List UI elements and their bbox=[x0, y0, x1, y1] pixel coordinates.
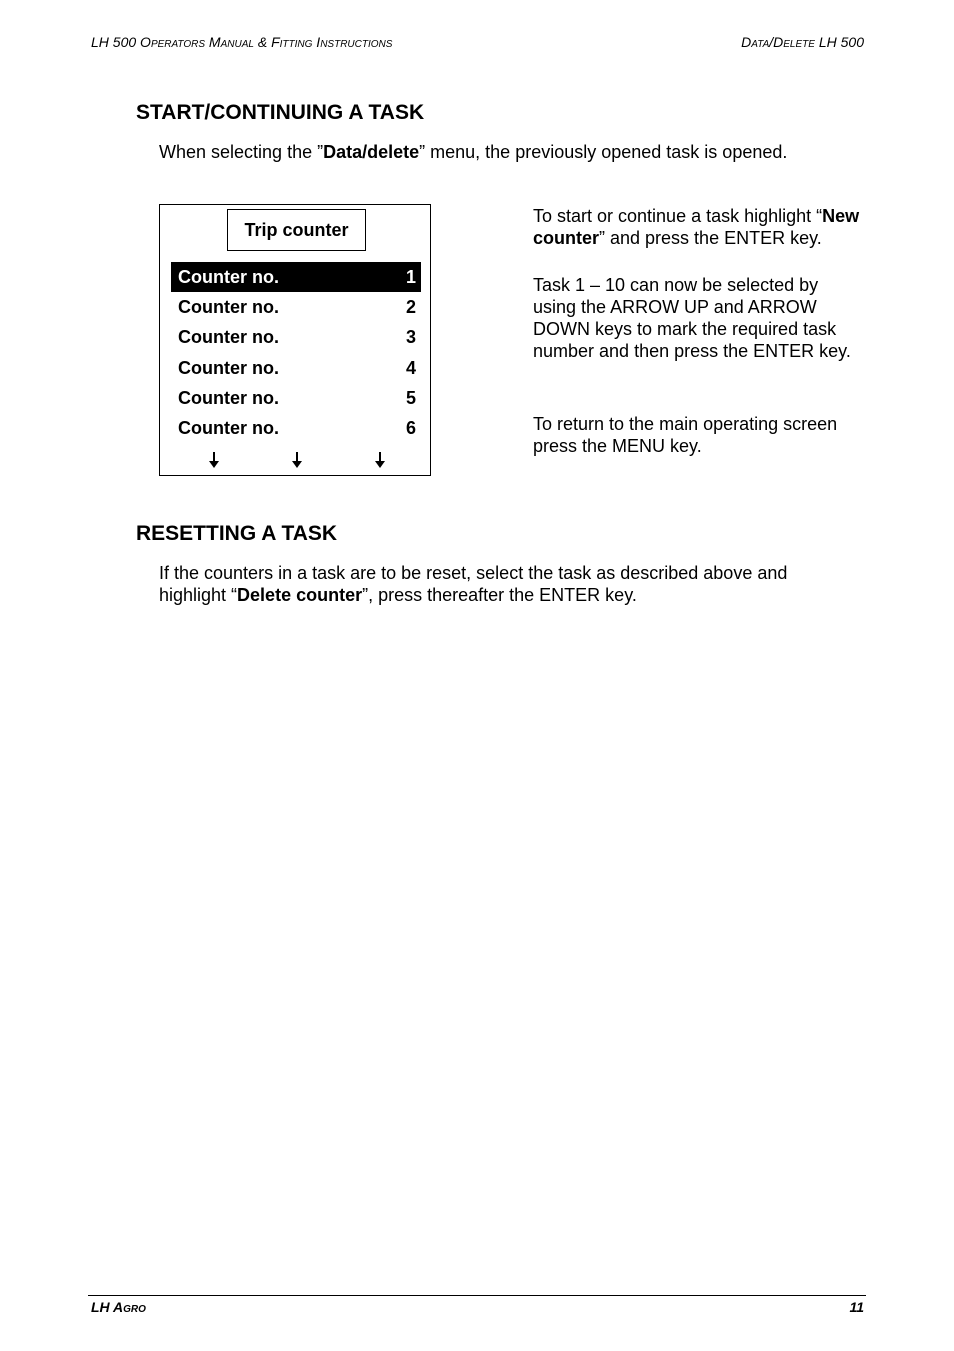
instruction-paragraph-2: Task 1 – 10 can now be selected by using the ARROW UP and ARROW DOWN keys to mark the required task number and then press the ENTER key. bbox=[533, 275, 851, 361]
section-intro: When selecting the ”Data/delete” menu, the previously opened task is opened. bbox=[159, 142, 788, 162]
section-body-reset: If the counters in a task are to be reset, select the task as described above and highlight “Delete counter”, press thereafter the ENTER key. bbox=[159, 563, 788, 605]
display-screen bbox=[159, 204, 431, 476]
screen-row-selected: Counter no. 1 bbox=[171, 262, 421, 292]
running-header-right: Data/Delete LH 500 bbox=[741, 34, 864, 50]
instruction-paragraph-3: To return to the main operating screen press the MENU key. bbox=[533, 414, 838, 456]
running-header-left: LH 500 Operators Manual & Fitting Instructions bbox=[91, 34, 393, 50]
screen-row: Counter no. 4 bbox=[178, 358, 416, 378]
screen-title: Trip counter bbox=[227, 209, 366, 251]
section-heading-start: START/CONTINUING A TASK bbox=[136, 101, 425, 124]
screen-row: Counter no. 3 bbox=[178, 327, 416, 347]
section-heading-reset: RESETTING A TASK bbox=[136, 522, 338, 545]
instruction-paragraph-1: To start or continue a task highlight “New counter” and press the ENTER key. bbox=[533, 206, 860, 248]
arrow-down-icon bbox=[373, 451, 387, 469]
screen-row: Counter no. 5 bbox=[178, 388, 416, 408]
page-number: 11 bbox=[849, 1299, 864, 1315]
screen-row: Counter no. 2 bbox=[178, 297, 416, 317]
arrow-down-icon bbox=[207, 451, 221, 469]
arrow-down-icon bbox=[290, 451, 304, 469]
footer-rule bbox=[88, 1295, 866, 1296]
screen-row: Counter no. 6 bbox=[178, 418, 416, 438]
footer-company: LH Agro bbox=[91, 1299, 146, 1315]
